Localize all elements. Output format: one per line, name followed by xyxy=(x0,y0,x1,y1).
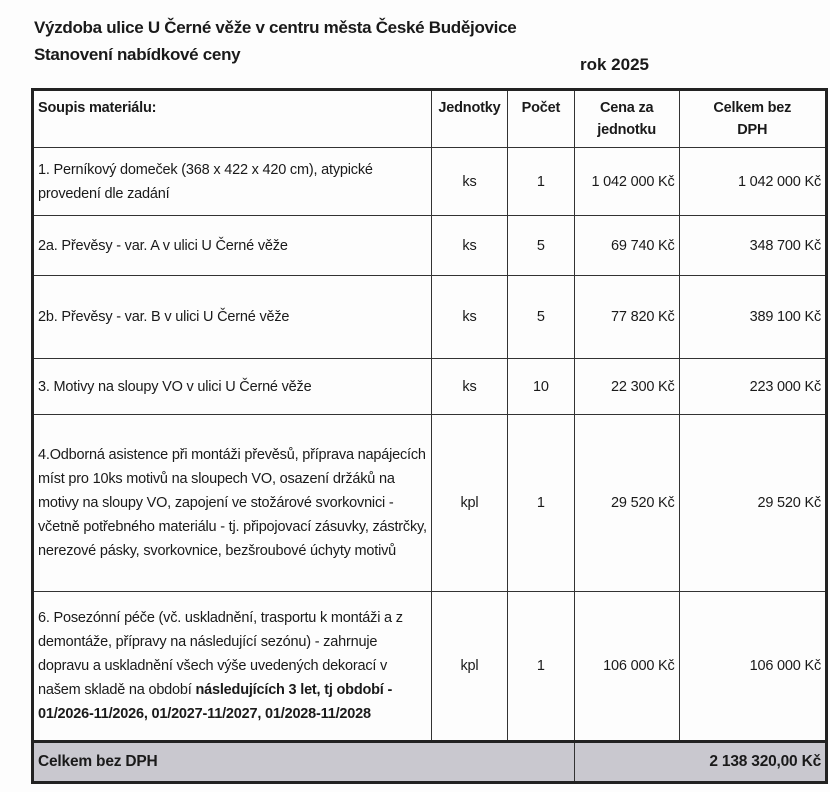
row-total: 1 042 000 Kč xyxy=(679,148,826,216)
row-description-text: 6. Posezónní péče (vč. uskladnění, trasportu k montáži a z demontáže, přípravy na následující sezónu) - zahrnuje dopravu a uskladnění všech výše uvedených dekorací v našem skladě na období xyxy=(38,610,403,698)
row-description: 2b. Převěsy - var. B v ulici U Černé věže xyxy=(33,276,432,359)
row-units: ks xyxy=(431,359,507,415)
footer-label: Celkem bez DPH xyxy=(33,742,575,783)
row-unit-price: 69 740 Kč xyxy=(574,216,679,276)
row-unit-price: 22 300 Kč xyxy=(574,359,679,415)
row-description: 3. Motivy na sloupy VO v ulici U Černé věže xyxy=(33,359,432,415)
year-label: rok 2025 xyxy=(580,55,649,74)
row-count: 1 xyxy=(507,592,574,742)
row-description: 1. Perníkový domeček (368 x 422 x 420 cm), atypické provedení dle zadání xyxy=(33,148,432,216)
header-unit-price-line2: jednotku xyxy=(597,122,657,138)
row-description-period: následujících 3 let, tj období - 01/2026-11/2026, 01/2027-11/2027, 01/2028-11/2028 xyxy=(38,682,393,722)
row-units: ks xyxy=(431,216,507,276)
header-unit-price-line1: Cena za xyxy=(599,100,654,116)
footer-total: 2 138 320,00 Kč xyxy=(574,742,826,783)
header-total-line1: Celkem bez xyxy=(713,100,792,116)
row-units: ks xyxy=(431,276,507,359)
row-total: 348 700 Kč xyxy=(679,216,826,276)
row-total: 389 100 Kč xyxy=(679,276,826,359)
row-count: 1 xyxy=(507,415,574,592)
row-unit-price: 106 000 Kč xyxy=(574,592,679,742)
row-count: 5 xyxy=(507,276,574,359)
row-count: 5 xyxy=(507,216,574,276)
row-count: 1 xyxy=(507,148,574,216)
row-unit-price: 1 042 000 Kč xyxy=(574,148,679,216)
row-unit-price: 77 820 Kč xyxy=(574,276,679,359)
header-units: Jednotky xyxy=(431,90,507,148)
row-units: kpl xyxy=(431,415,507,592)
table-row xyxy=(33,148,827,216)
table-header-row xyxy=(33,90,827,148)
document-subtitle: Stanovení nabídkové ceny xyxy=(34,45,241,64)
header-total xyxy=(679,90,826,148)
header-count: Počet xyxy=(507,90,574,148)
table-footer-row xyxy=(33,742,827,783)
row-total: 29 520 Kč xyxy=(679,415,826,592)
header-description: Soupis materiálu: xyxy=(33,90,432,148)
row-units: kpl xyxy=(431,592,507,742)
row-description: 4.Odborná asistence při montáži převěsů, příprava napájecích míst pro 10ks motivů na sloupech VO, osazení držáků na motivy na sloupy VO, zapojení ve stožárové svorkovnici - včetně potřebného materiálu - tj. připojovací zásuvky, zástrčky, nerezové pásky, svorkovnice, bezšroubové úchyty motivů xyxy=(33,415,432,592)
table-row xyxy=(33,415,827,592)
document-title: Výzdoba ulice U Černé věže v centru města České Budějovice xyxy=(34,18,517,37)
table-row xyxy=(33,359,827,415)
row-description xyxy=(33,592,432,742)
row-units: ks xyxy=(431,148,507,216)
row-total: 223 000 Kč xyxy=(679,359,826,415)
row-description: 2a. Převěsy - var. A v ulici U Černé věže xyxy=(33,216,432,276)
table-row xyxy=(33,216,827,276)
header-total-line2: DPH xyxy=(737,122,768,138)
table-row xyxy=(33,276,827,359)
price-table xyxy=(31,88,828,784)
row-total: 106 000 Kč xyxy=(679,592,826,742)
header-unit-price xyxy=(574,90,679,148)
table-row xyxy=(33,592,827,742)
row-count: 10 xyxy=(507,359,574,415)
row-unit-price: 29 520 Kč xyxy=(574,415,679,592)
